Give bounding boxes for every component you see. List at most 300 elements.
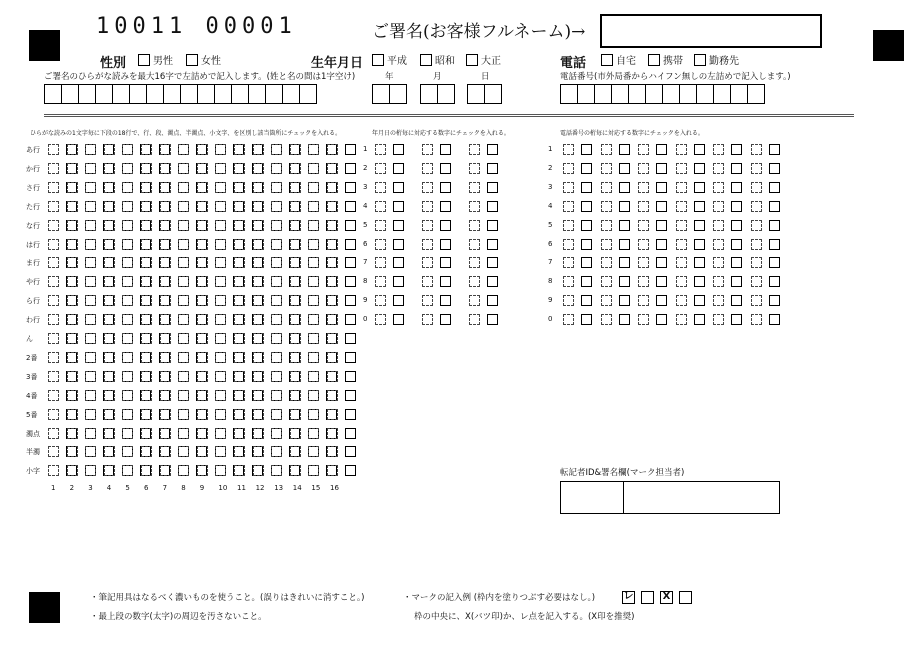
kana-mark-dashed[interactable]: [271, 220, 282, 231]
kana-mark-dashed[interactable]: [178, 163, 189, 174]
phone-option-work[interactable]: [694, 52, 739, 67]
phone-mark-dashed[interactable]: [676, 182, 687, 193]
kana-mark-dashed[interactable]: [290, 257, 301, 268]
kana-mark-dashed[interactable]: [160, 314, 171, 325]
phone-mark-box[interactable]: [656, 276, 667, 287]
phone-mark-dashed[interactable]: [601, 144, 612, 155]
kana-mark-dashed[interactable]: [234, 182, 245, 193]
phone-mark-dashed[interactable]: [638, 314, 649, 325]
kana-mark-dashed[interactable]: [327, 257, 338, 268]
kana-mark-dashed[interactable]: [290, 295, 301, 306]
kana-mark-box[interactable]: [345, 239, 356, 250]
kana-mark-dashed[interactable]: [253, 257, 264, 268]
date-mark-dashed[interactable]: [469, 257, 480, 268]
kana-mark-dashed[interactable]: [160, 371, 171, 382]
kana-mark-dashed[interactable]: [141, 220, 152, 231]
phone-mark-dashed[interactable]: [563, 201, 574, 212]
kana-mark-dashed[interactable]: [234, 239, 245, 250]
kana-mark-dashed[interactable]: [67, 371, 78, 382]
kana-mark-dashed[interactable]: [122, 352, 133, 363]
kana-mark-dashed[interactable]: [104, 239, 115, 250]
phone-mark-box[interactable]: [769, 239, 780, 250]
kana-mark-dashed[interactable]: [234, 409, 245, 420]
kana-mark-dashed[interactable]: [104, 371, 115, 382]
phone-mark-dashed[interactable]: [563, 295, 574, 306]
kana-mark-dashed[interactable]: [85, 371, 96, 382]
phone-mark-dashed[interactable]: [563, 182, 574, 193]
kana-mark-dashed[interactable]: [178, 314, 189, 325]
kana-mark-dashed[interactable]: [160, 352, 171, 363]
kana-mark-dashed[interactable]: [234, 333, 245, 344]
kana-mark-dashed[interactable]: [308, 295, 319, 306]
kana-mark-dashed[interactable]: [271, 371, 282, 382]
kana-mark-dashed[interactable]: [271, 333, 282, 344]
phone-mark-box[interactable]: [619, 239, 630, 250]
kana-mark-dashed[interactable]: [234, 295, 245, 306]
kana-mark-dashed[interactable]: [67, 220, 78, 231]
kana-mark-box[interactable]: [345, 295, 356, 306]
phone-mark-dashed[interactable]: [676, 220, 687, 231]
date-mark-dashed[interactable]: [422, 276, 433, 287]
kana-mark-dashed[interactable]: [122, 257, 133, 268]
date-mark-dashed[interactable]: [375, 144, 386, 155]
kana-mark-dashed[interactable]: [271, 390, 282, 401]
kana-mark-dashed[interactable]: [122, 409, 133, 420]
date-mark-box[interactable]: [487, 257, 498, 268]
kana-mark-dashed[interactable]: [308, 144, 319, 155]
phone-mark-dashed[interactable]: [676, 239, 687, 250]
phone-mark-dashed[interactable]: [751, 144, 762, 155]
phone-mark-box[interactable]: [656, 239, 667, 250]
kana-mark-dashed[interactable]: [253, 239, 264, 250]
checkbox[interactable]: [466, 54, 478, 66]
phone-mark-box[interactable]: [581, 257, 592, 268]
phone-cell[interactable]: [730, 84, 748, 104]
phone-mark-dashed[interactable]: [676, 295, 687, 306]
phone-mark-box[interactable]: [694, 182, 705, 193]
phone-mark-dashed[interactable]: [713, 163, 724, 174]
kana-mark-dashed[interactable]: [197, 220, 208, 231]
kana-mark-dashed[interactable]: [48, 409, 59, 420]
kana-mark-dashed[interactable]: [141, 257, 152, 268]
kana-mark-dashed[interactable]: [160, 409, 171, 420]
kana-mark-dashed[interactable]: [178, 390, 189, 401]
date-mark-box[interactable]: [487, 163, 498, 174]
kana-mark-dashed[interactable]: [104, 201, 115, 212]
name-cell[interactable]: [299, 84, 317, 104]
kana-mark-dashed[interactable]: [271, 352, 282, 363]
phone-mark-dashed[interactable]: [751, 220, 762, 231]
kana-mark-dashed[interactable]: [122, 239, 133, 250]
date-mark-dashed[interactable]: [375, 182, 386, 193]
kana-mark-dashed[interactable]: [122, 314, 133, 325]
month-write-in-cells[interactable]: [420, 84, 454, 104]
kana-mark-dashed[interactable]: [104, 428, 115, 439]
phone-mark-dashed[interactable]: [713, 201, 724, 212]
phone-mark-box[interactable]: [769, 276, 780, 287]
phone-mark-box[interactable]: [731, 182, 742, 193]
kana-mark-dashed[interactable]: [271, 465, 282, 476]
kana-mark-dashed[interactable]: [122, 163, 133, 174]
kana-mark-dashed[interactable]: [215, 295, 226, 306]
phone-mark-dashed[interactable]: [601, 220, 612, 231]
kana-mark-dashed[interactable]: [141, 182, 152, 193]
phone-mark-dashed[interactable]: [751, 163, 762, 174]
kana-mark-dashed[interactable]: [327, 314, 338, 325]
name-cell[interactable]: [129, 84, 147, 104]
kana-mark-dashed[interactable]: [67, 239, 78, 250]
phone-cell[interactable]: [662, 84, 680, 104]
kana-mark-dashed[interactable]: [271, 446, 282, 457]
id-signature-box[interactable]: [560, 481, 780, 514]
kana-mark-dashed[interactable]: [104, 295, 115, 306]
kana-mark-dashed[interactable]: [215, 257, 226, 268]
date-mark-dashed[interactable]: [469, 276, 480, 287]
phone-mark-dashed[interactable]: [713, 257, 724, 268]
kana-mark-dashed[interactable]: [48, 144, 59, 155]
kana-mark-dashed[interactable]: [141, 239, 152, 250]
kana-mark-dashed[interactable]: [308, 333, 319, 344]
checkbox[interactable]: [420, 54, 432, 66]
phone-mark-box[interactable]: [694, 239, 705, 250]
phone-mark-box[interactable]: [731, 276, 742, 287]
checkbox[interactable]: [138, 54, 150, 66]
phone-mark-box[interactable]: [619, 182, 630, 193]
date-mark-box[interactable]: [393, 220, 404, 231]
phone-mark-box[interactable]: [769, 257, 780, 268]
name-write-in-cells[interactable]: [44, 84, 316, 104]
phone-mark-dashed[interactable]: [751, 201, 762, 212]
phone-mark-box[interactable]: [769, 144, 780, 155]
phone-cell[interactable]: [645, 84, 663, 104]
kana-mark-box[interactable]: [345, 220, 356, 231]
phone-mark-box[interactable]: [769, 295, 780, 306]
kana-mark-dashed[interactable]: [178, 371, 189, 382]
date-mark-box[interactable]: [487, 220, 498, 231]
kana-mark-dashed[interactable]: [104, 276, 115, 287]
kana-mark-dashed[interactable]: [122, 144, 133, 155]
kana-mark-dashed[interactable]: [197, 201, 208, 212]
kana-mark-dashed[interactable]: [271, 428, 282, 439]
phone-option-home[interactable]: [601, 52, 636, 67]
phone-mark-box[interactable]: [656, 295, 667, 306]
date-mark-box[interactable]: [393, 182, 404, 193]
kana-mark-dashed[interactable]: [48, 239, 59, 250]
phone-mark-box[interactable]: [769, 163, 780, 174]
kana-mark-dashed[interactable]: [104, 390, 115, 401]
phone-mark-box[interactable]: [694, 276, 705, 287]
date-mark-box[interactable]: [393, 239, 404, 250]
kana-mark-dashed[interactable]: [141, 428, 152, 439]
date-mark-box[interactable]: [440, 144, 451, 155]
phone-cell[interactable]: [594, 84, 612, 104]
kana-mark-dashed[interactable]: [48, 182, 59, 193]
date-mark-dashed[interactable]: [375, 257, 386, 268]
kana-mark-dashed[interactable]: [85, 428, 96, 439]
kana-mark-dashed[interactable]: [290, 333, 301, 344]
kana-mark-dashed[interactable]: [215, 182, 226, 193]
kana-mark-box[interactable]: [345, 144, 356, 155]
kana-mark-dashed[interactable]: [178, 465, 189, 476]
kana-mark-dashed[interactable]: [197, 257, 208, 268]
date-mark-dashed[interactable]: [422, 144, 433, 155]
kana-mark-dashed[interactable]: [178, 144, 189, 155]
kana-mark-dashed[interactable]: [85, 333, 96, 344]
kana-mark-dashed[interactable]: [308, 352, 319, 363]
date-mark-box[interactable]: [440, 163, 451, 174]
name-cell[interactable]: [61, 84, 79, 104]
kana-mark-dashed[interactable]: [67, 428, 78, 439]
kana-mark-dashed[interactable]: [141, 446, 152, 457]
kana-mark-dashed[interactable]: [327, 220, 338, 231]
phone-mark-dashed[interactable]: [713, 144, 724, 155]
kana-mark-dashed[interactable]: [215, 465, 226, 476]
kana-mark-dashed[interactable]: [178, 276, 189, 287]
kana-mark-dashed[interactable]: [178, 239, 189, 250]
kana-mark-dashed[interactable]: [215, 446, 226, 457]
kana-mark-dashed[interactable]: [48, 371, 59, 382]
kana-mark-dashed[interactable]: [197, 163, 208, 174]
kana-mark-dashed[interactable]: [271, 295, 282, 306]
phone-mark-dashed[interactable]: [676, 314, 687, 325]
kana-mark-dashed[interactable]: [327, 201, 338, 212]
kana-mark-dashed[interactable]: [160, 220, 171, 231]
date-mark-dashed[interactable]: [469, 220, 480, 231]
kana-mark-dashed[interactable]: [67, 465, 78, 476]
kana-mark-dashed[interactable]: [160, 257, 171, 268]
kana-mark-dashed[interactable]: [141, 465, 152, 476]
kana-mark-dashed[interactable]: [271, 314, 282, 325]
kana-mark-dashed[interactable]: [327, 144, 338, 155]
phone-mark-dashed[interactable]: [601, 295, 612, 306]
name-cell[interactable]: [214, 84, 232, 104]
kana-mark-box[interactable]: [345, 352, 356, 363]
kana-mark-dashed[interactable]: [160, 201, 171, 212]
kana-mark-dashed[interactable]: [160, 428, 171, 439]
date-mark-box[interactable]: [393, 295, 404, 306]
date-mark-box[interactable]: [393, 144, 404, 155]
phone-mark-box[interactable]: [731, 257, 742, 268]
kana-mark-dashed[interactable]: [122, 182, 133, 193]
kana-mark-dashed[interactable]: [104, 144, 115, 155]
kana-mark-dashed[interactable]: [197, 446, 208, 457]
kana-mark-dashed[interactable]: [308, 276, 319, 287]
kana-mark-dashed[interactable]: [67, 295, 78, 306]
kana-mark-dashed[interactable]: [197, 314, 208, 325]
kana-mark-dashed[interactable]: [178, 409, 189, 420]
kana-mark-dashed[interactable]: [67, 257, 78, 268]
kana-mark-dashed[interactable]: [67, 314, 78, 325]
phone-mark-dashed[interactable]: [751, 182, 762, 193]
kana-mark-dashed[interactable]: [160, 239, 171, 250]
phone-mark-box[interactable]: [769, 201, 780, 212]
phone-mark-box[interactable]: [656, 163, 667, 174]
name-cell[interactable]: [265, 84, 283, 104]
phone-mark-box[interactable]: [619, 295, 630, 306]
phone-mark-box[interactable]: [581, 239, 592, 250]
kana-mark-dashed[interactable]: [234, 352, 245, 363]
date-mark-dashed[interactable]: [375, 295, 386, 306]
era-option-heisei[interactable]: [372, 52, 407, 67]
kana-mark-dashed[interactable]: [290, 428, 301, 439]
era-option-showa[interactable]: [420, 52, 455, 67]
date-mark-box[interactable]: [440, 295, 451, 306]
kana-mark-dashed[interactable]: [253, 390, 264, 401]
kana-mark-dashed[interactable]: [85, 352, 96, 363]
kana-mark-dashed[interactable]: [104, 314, 115, 325]
kana-mark-dashed[interactable]: [308, 446, 319, 457]
gender-option-male[interactable]: [138, 52, 173, 67]
kana-mark-dashed[interactable]: [271, 239, 282, 250]
phone-mark-dashed[interactable]: [563, 257, 574, 268]
day-write-in-cells[interactable]: [467, 84, 501, 104]
kana-mark-dashed[interactable]: [141, 295, 152, 306]
kana-mark-dashed[interactable]: [290, 220, 301, 231]
kana-mark-dashed[interactable]: [160, 163, 171, 174]
phone-mark-box[interactable]: [581, 182, 592, 193]
kana-mark-dashed[interactable]: [141, 352, 152, 363]
name-cell[interactable]: [180, 84, 198, 104]
kana-mark-dashed[interactable]: [122, 276, 133, 287]
kana-mark-dashed[interactable]: [215, 314, 226, 325]
phone-mark-dashed[interactable]: [601, 276, 612, 287]
phone-mark-dashed[interactable]: [751, 314, 762, 325]
kana-mark-dashed[interactable]: [290, 465, 301, 476]
phone-mark-box[interactable]: [581, 220, 592, 231]
date-mark-box[interactable]: [393, 276, 404, 287]
date-mark-dashed[interactable]: [375, 201, 386, 212]
kana-mark-dashed[interactable]: [67, 144, 78, 155]
date-mark-dashed[interactable]: [422, 201, 433, 212]
kana-mark-dashed[interactable]: [48, 257, 59, 268]
phone-mark-box[interactable]: [581, 314, 592, 325]
era-option-taisho[interactable]: [466, 52, 501, 67]
kana-mark-dashed[interactable]: [197, 390, 208, 401]
phone-mark-dashed[interactable]: [638, 220, 649, 231]
kana-mark-dashed[interactable]: [271, 182, 282, 193]
kana-mark-dashed[interactable]: [48, 295, 59, 306]
kana-mark-dashed[interactable]: [67, 182, 78, 193]
kana-mark-dashed[interactable]: [67, 352, 78, 363]
phone-mark-box[interactable]: [769, 314, 780, 325]
kana-mark-dashed[interactable]: [234, 257, 245, 268]
kana-mark-box[interactable]: [345, 163, 356, 174]
kana-mark-dashed[interactable]: [197, 428, 208, 439]
kana-mark-dashed[interactable]: [122, 220, 133, 231]
checkbox[interactable]: [601, 54, 613, 66]
kana-mark-dashed[interactable]: [85, 239, 96, 250]
date-mark-box[interactable]: [487, 201, 498, 212]
name-cell[interactable]: [44, 84, 62, 104]
name-cell[interactable]: [231, 84, 249, 104]
kana-mark-dashed[interactable]: [253, 201, 264, 212]
kana-mark-dashed[interactable]: [85, 220, 96, 231]
kana-mark-box[interactable]: [345, 390, 356, 401]
date-mark-dashed[interactable]: [422, 239, 433, 250]
year-write-in-cells[interactable]: [372, 84, 406, 104]
phone-mark-box[interactable]: [619, 201, 630, 212]
phone-cell[interactable]: [679, 84, 697, 104]
name-cell[interactable]: [78, 84, 96, 104]
date-mark-box[interactable]: [393, 163, 404, 174]
phone-mark-dashed[interactable]: [751, 276, 762, 287]
kana-mark-dashed[interactable]: [197, 144, 208, 155]
date-mark-box[interactable]: [440, 239, 451, 250]
phone-mark-box[interactable]: [581, 295, 592, 306]
kana-mark-dashed[interactable]: [253, 314, 264, 325]
kana-mark-dashed[interactable]: [178, 295, 189, 306]
name-cell[interactable]: [197, 84, 215, 104]
kana-mark-box[interactable]: [345, 333, 356, 344]
phone-mark-dashed[interactable]: [563, 239, 574, 250]
kana-mark-dashed[interactable]: [327, 428, 338, 439]
name-cell[interactable]: [248, 84, 266, 104]
kana-mark-dashed[interactable]: [48, 465, 59, 476]
phone-write-in-cells[interactable]: [560, 84, 764, 104]
kana-mark-dashed[interactable]: [215, 333, 226, 344]
phone-cell[interactable]: [747, 84, 765, 104]
phone-mark-dashed[interactable]: [751, 257, 762, 268]
phone-mark-dashed[interactable]: [563, 144, 574, 155]
kana-mark-dashed[interactable]: [48, 390, 59, 401]
kana-mark-dashed[interactable]: [197, 276, 208, 287]
phone-mark-dashed[interactable]: [601, 239, 612, 250]
phone-mark-box[interactable]: [694, 257, 705, 268]
kana-mark-dashed[interactable]: [215, 352, 226, 363]
phone-cell[interactable]: [560, 84, 578, 104]
kana-mark-dashed[interactable]: [104, 257, 115, 268]
phone-mark-box[interactable]: [656, 220, 667, 231]
kana-mark-dashed[interactable]: [178, 257, 189, 268]
name-cell[interactable]: [163, 84, 181, 104]
kana-mark-dashed[interactable]: [308, 257, 319, 268]
kana-mark-dashed[interactable]: [290, 276, 301, 287]
kana-mark-dashed[interactable]: [234, 428, 245, 439]
name-cell[interactable]: [112, 84, 130, 104]
kana-mark-dashed[interactable]: [122, 465, 133, 476]
kana-mark-dashed[interactable]: [234, 465, 245, 476]
kana-mark-dashed[interactable]: [234, 371, 245, 382]
kana-mark-dashed[interactable]: [290, 371, 301, 382]
phone-cell[interactable]: [696, 84, 714, 104]
kana-mark-dashed[interactable]: [327, 390, 338, 401]
phone-mark-box[interactable]: [619, 144, 630, 155]
date-mark-dashed[interactable]: [422, 257, 433, 268]
kana-mark-dashed[interactable]: [122, 295, 133, 306]
kana-mark-dashed[interactable]: [67, 276, 78, 287]
phone-mark-dashed[interactable]: [563, 163, 574, 174]
phone-mark-box[interactable]: [731, 314, 742, 325]
phone-mark-box[interactable]: [769, 220, 780, 231]
kana-mark-dashed[interactable]: [215, 428, 226, 439]
kana-mark-dashed[interactable]: [234, 314, 245, 325]
phone-mark-dashed[interactable]: [638, 239, 649, 250]
kana-mark-dashed[interactable]: [197, 182, 208, 193]
phone-mark-box[interactable]: [581, 144, 592, 155]
phone-mark-dashed[interactable]: [713, 239, 724, 250]
kana-mark-dashed[interactable]: [308, 182, 319, 193]
phone-mark-dashed[interactable]: [601, 182, 612, 193]
kana-mark-dashed[interactable]: [308, 201, 319, 212]
kana-mark-dashed[interactable]: [104, 163, 115, 174]
kana-mark-box[interactable]: [345, 446, 356, 457]
phone-mark-dashed[interactable]: [713, 295, 724, 306]
phone-mark-box[interactable]: [656, 144, 667, 155]
phone-mark-box[interactable]: [694, 314, 705, 325]
name-cell[interactable]: [95, 84, 113, 104]
kana-mark-box[interactable]: [345, 276, 356, 287]
phone-mark-box[interactable]: [694, 144, 705, 155]
